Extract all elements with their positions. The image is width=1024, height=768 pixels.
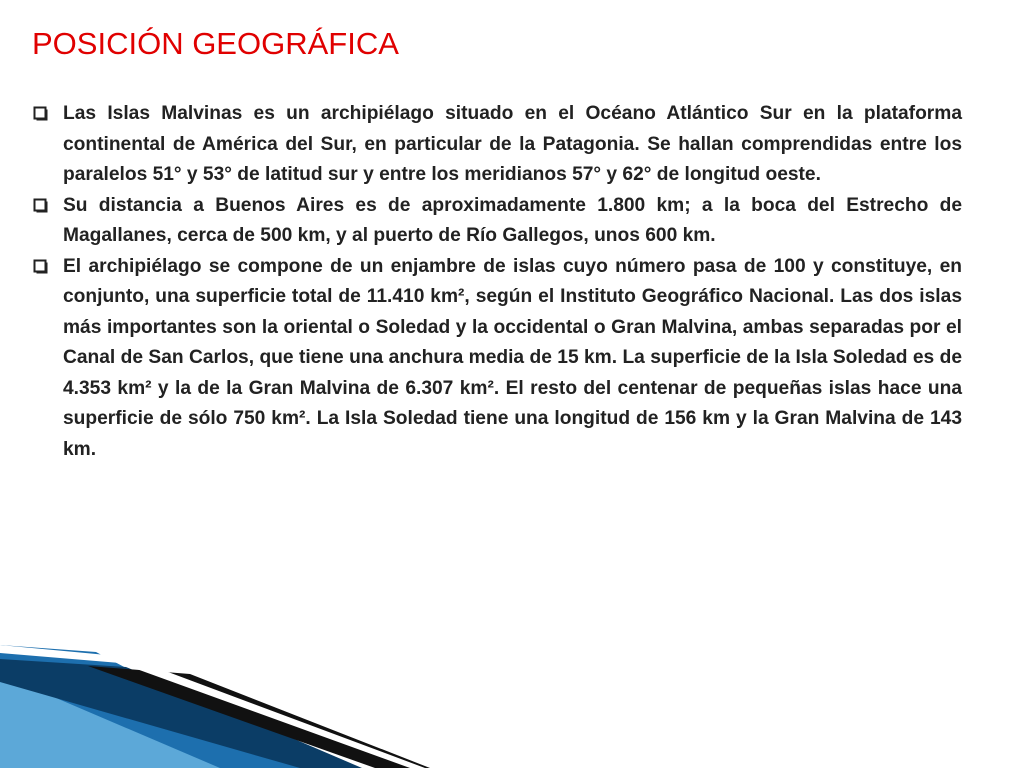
bullet-item	[32, 191, 962, 252]
bullet-item	[32, 99, 962, 191]
bullet-text-archipielago: El archipiélago se compone de un enjambre de islas cuyo número pasa de 100 y constituye, en conjunto, una superficie total de 11.410 km², según el Instituto Geográfico Nacional. Las dos islas más importantes son la oriental o Soledad y la occidental o Gran Malvina, ambas separadas por el Canal de San Carlos, que tiene una anchura media de 15 km. La superficie de la Isla Soledad es de 4.353 km² y la de la Gran Malvina de 6.307 km². El resto del centenar de pequeñas islas hace una superficie de sólo 750 km². La Isla Soledad tiene una longitud de 156 km y la Gran Malvina de 143 km.	[63, 255, 962, 460]
checkbox-square-icon	[33, 106, 48, 121]
bullet-item	[32, 252, 962, 466]
bullet-list	[32, 99, 962, 465]
diagonal-stripes-corner-icon	[0, 620, 430, 768]
slide-title: POSICIÓN GEOGRÁFICA	[32, 26, 399, 61]
checkbox-square-icon	[33, 198, 48, 213]
checkbox-square-icon	[33, 259, 48, 274]
bullet-text-islas-malvinas: Las Islas Malvinas es un archipiélago situado en el Océano Atlántico Sur en la plataforma continental de América del Sur, en particular de la Patagonia. Se hallan comprendidas entre los paralelos 51° y 53° de latitud sur y entre los meridianos 57° y 62° de longitud oeste.	[63, 103, 962, 185]
bullet-text-distancia: Su distancia a Buenos Aires es de aproximadamente 1.800 km; a la boca del Estrecho de Magallanes, cerca de 500 km, y al puerto de Río Gallegos, unos 600 km.	[63, 194, 962, 246]
